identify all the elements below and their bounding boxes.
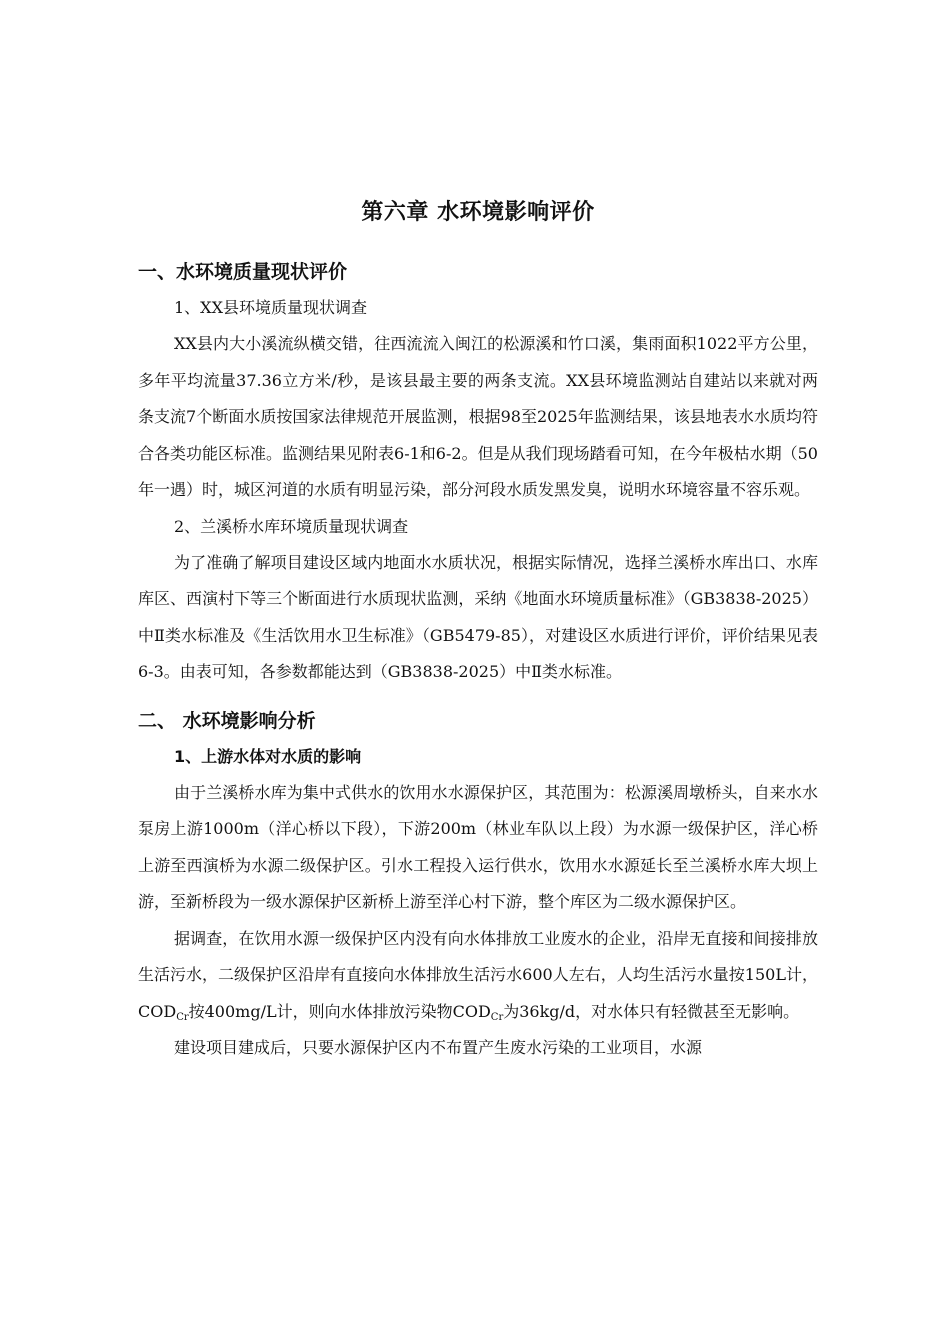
subsection-heading-1-1: 1、XX县环境质量现状调查 [174, 298, 367, 317]
subsection-heading-1-2: 2、兰溪桥水库环境质量现状调查 [174, 516, 409, 536]
paragraph-protection-zones: 由于兰溪桥水库为集中式供水的饮用水水源保护区，其范围为：松源溪周墩桥头，自来水水泵房上游1000m（洋心桥以下段），下游200m（林业车队以上段）为水源一级保护区，洋心桥上游至西演桥为水源二级保护区。引水工程投入运行供水，饮用水水源延长至兰溪桥水库大坝上游，至新桥段为一级水源保护区新桥上游至洋心村下游，整个库区为二级水源保护区。 [138, 782, 818, 911]
survey-text-part2: 按400mg/L计，则向水体排放污染物COD [188, 1001, 491, 1021]
subsection-heading-2-1: 1、上游水体对水质的影响 [174, 746, 362, 766]
section-heading-2: 二、 水环境影响分析 [138, 709, 316, 732]
paragraph-county-status: XX县内大小溪流纵横交错，往西流流入闽江的松源溪和竹口溪，集雨面积1022平方公里，多年平均流量37.36立方米/秒，是该县最主要的两条支流。XX县环境监测站自建站以来就对两条支流7个断面水质按国家法律规范开展监测，根据98至2025年监测结果，该县地表水水质均符合各类功能区标准。监测结果见附表6-1和6-2。但是从我们现场踏看可知，在今年极枯水期（50年一遇）时，城区河道的水质有明显污染，部分河段水质发黑发臭，说明水环境容量不容乐观。 [138, 334, 818, 499]
paragraph-survey [138, 921, 818, 1031]
paragraph-after-construction: 建设项目建成后，只要水源保护区内不布置产生废水污染的工业项目，水源 [174, 1038, 703, 1057]
cod-subscript-b: Cr [490, 1011, 504, 1023]
cod-subscript-a: Cr [176, 1011, 189, 1023]
document-page [138, 195, 818, 1067]
survey-text-part1: 据调查，在饮用水源一级保护区内没有向水体排放工业废水的企业，沿岸无直接和间接排放生活污水，二级保护区沿岸有直接向水体排放生活污水600人左右，人均生活污水量按150L计，COD [138, 928, 818, 1021]
section-heading-1: 一、水环境质量现状评价 [138, 261, 348, 283]
paragraph-reservoir-status: 为了准确了解项目建设区域内地面水水质状况，根据实际情况，选择兰溪桥水库出口、水库库区、西演村下等三个断面进行水质现状监测，采纳《地面水环境质量标准》（GB3838-2025）中Ⅱ类水标准及《生活饮用水卫生标准》（GB5479-85），对建设区水质进行评价，评价结果见表6-3。由表可知，各参数都能达到（GB3838-2025）中Ⅱ类水标准。 [138, 552, 818, 681]
chapter-title: 第六章 水环境影响评价 [361, 200, 595, 225]
survey-text-part3: 为36kg/d，对水体只有轻微甚至无影响。 [503, 1001, 800, 1021]
